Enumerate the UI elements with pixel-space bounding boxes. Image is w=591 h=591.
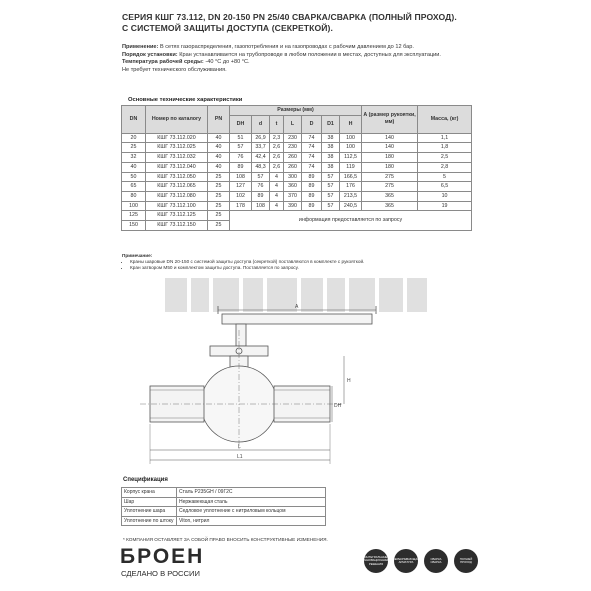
spec-part: Корпус крана — [122, 488, 177, 498]
table-cell: КШГ 73.112.080 — [146, 191, 208, 201]
table-cell: 40 — [122, 162, 146, 172]
table-cell: КШГ 73.112.020 — [146, 133, 208, 143]
table-cell: 89 — [252, 191, 270, 201]
badge-icon: СВАРКА СВАРКА — [424, 549, 448, 573]
table-cell: 213,5 — [340, 191, 362, 201]
table-cell: КШГ 73.112.100 — [146, 201, 208, 211]
table-cell: 57 — [322, 201, 340, 211]
table-cell: 89 — [302, 182, 322, 192]
table-cell: 100 — [340, 133, 362, 143]
table-cell: КШГ 73.112.025 — [146, 143, 208, 153]
table-cell: КШГ 73.112.150 — [146, 221, 208, 231]
notes-block — [122, 253, 472, 271]
specs-header-row-1 — [122, 106, 472, 116]
table-row — [122, 143, 472, 153]
temp-paragraph — [122, 59, 472, 67]
valve-drawing — [130, 300, 470, 470]
badge-icon: ИНТЕГРАЛЬНЫЕ ИННОВАЦИОННЫЕ РЕШЕНИЯ — [364, 549, 388, 573]
table-row — [122, 211, 472, 221]
table-cell: 25 — [208, 172, 230, 182]
spec-row — [122, 507, 326, 517]
table-cell: 119 — [340, 162, 362, 172]
table-cell: 2,5 — [418, 153, 472, 163]
table-cell: 25 — [208, 182, 230, 192]
table-cell: 89 — [302, 191, 322, 201]
table-cell: 65 — [122, 182, 146, 192]
table-cell: 100 — [122, 201, 146, 211]
table-cell: 370 — [284, 191, 302, 201]
application-paragraph — [122, 44, 472, 52]
title-line-1: СЕРИЯ КШГ 73.112, DN 20-150 PN 25/40 СВАРКА/СВАРКА (ПОЛНЫЙ ПРОХОД). — [122, 12, 457, 22]
spec-material: Viton, нитрил — [177, 516, 326, 526]
table-cell: 38 — [322, 162, 340, 172]
table-cell: 100 — [340, 143, 362, 153]
table-cell: 108 — [230, 172, 252, 182]
table-cell: 40 — [208, 153, 230, 163]
table-cell: КШГ 73.112.040 — [146, 162, 208, 172]
table-cell: 2,6 — [270, 153, 284, 163]
spec-table-title: Спецификация — [123, 477, 168, 483]
table-cell: 74 — [302, 162, 322, 172]
install-label: Порядок установки: — [122, 51, 178, 58]
table-cell: 74 — [302, 143, 322, 153]
table-row — [122, 133, 472, 143]
note-item: • Краны шаровые DN 20-150 с системой защиты доступа (секреткой) поставляются в комплекте с рукояткой. — [130, 259, 472, 265]
specs-body — [122, 133, 472, 230]
spec-material: Нержавеющая сталь — [177, 497, 326, 507]
table-cell: 25 — [208, 201, 230, 211]
label-h: H — [347, 378, 351, 384]
table-cell: 10 — [418, 191, 472, 201]
header-dim-D: D — [302, 115, 322, 133]
table-cell: 166,5 — [340, 172, 362, 182]
table-cell: 275 — [362, 182, 418, 192]
table-cell: 390 — [284, 201, 302, 211]
table-cell: 26,9 — [252, 133, 270, 143]
table-row — [122, 201, 472, 211]
table-cell: 19 — [418, 201, 472, 211]
page-title — [122, 12, 502, 34]
table-cell: 40 — [208, 143, 230, 153]
table-cell: 80 — [122, 191, 146, 201]
table-cell: 230 — [284, 143, 302, 153]
table-cell: 4 — [270, 191, 284, 201]
specs-table — [121, 105, 472, 231]
table-cell: 125 — [122, 211, 146, 221]
table-cell: 2,6 — [270, 143, 284, 153]
note-item: • Кран затвором М50 и комплектом защиты доступа. Поставляется по запросу. — [130, 265, 472, 271]
maintenance-text: Не требует технического обслуживания. — [122, 66, 227, 73]
table-cell: 127 — [230, 182, 252, 192]
request-info-cell: информация предоставляется по запросу — [230, 211, 472, 230]
label-dh: DH — [334, 403, 342, 409]
temp-text: -40 °С до +80 °С. — [205, 59, 250, 66]
table-cell: 89 — [302, 201, 322, 211]
header-dim-d: d — [252, 115, 270, 133]
table-cell: 150 — [122, 221, 146, 231]
table-cell: 38 — [322, 133, 340, 143]
table-cell: 50 — [122, 172, 146, 182]
spec-row — [122, 516, 326, 526]
table-cell: 112,5 — [340, 153, 362, 163]
table-row — [122, 182, 472, 192]
brand-subtitle: СДЕЛАНО В РОССИИ — [121, 569, 200, 578]
table-cell: 300 — [284, 172, 302, 182]
label-l: L — [238, 444, 241, 450]
table-cell: 48,3 — [252, 162, 270, 172]
table-cell: 38 — [322, 153, 340, 163]
footnote: * КОМПАНИЯ ОСТАВЛЯЕТ ЗА СОБОЙ ПРАВО ВНОСИТЬ КОНСТРУКТИВНЫЕ ИЗМЕНЕНИЯ. — [123, 537, 328, 542]
table-cell: 25 — [208, 211, 230, 221]
header-dim-h: H — [340, 115, 362, 133]
spec-part: Уплотнение шара — [122, 507, 177, 517]
application-text: В сетях газораспределения, газопотребления и на газопроводах с рабочим давлением до 12 бар. — [159, 44, 414, 50]
table-cell: 230 — [284, 133, 302, 143]
application-label: Применение: — [122, 44, 159, 50]
table-cell: 180 — [362, 162, 418, 172]
table-cell: 260 — [284, 153, 302, 163]
table-cell: 2,6 — [270, 162, 284, 172]
spec-material: Сталь Р235GH / 09Г2С — [177, 488, 326, 498]
install-text: Кран устанавливается на трубопроводе в любом положении в местах, доступных для эксплуатации. — [179, 51, 441, 58]
notes-head: Примечание: — [122, 253, 153, 258]
table-cell: 102 — [230, 191, 252, 201]
table-row — [122, 153, 472, 163]
table-cell: 25 — [208, 191, 230, 201]
table-cell: 1,8 — [418, 143, 472, 153]
table-cell: 4 — [270, 201, 284, 211]
table-cell: 57 — [322, 182, 340, 192]
spec-row — [122, 488, 326, 498]
header-mass: Масса, (кг) — [418, 106, 472, 134]
header-dim-d1: D1 — [322, 115, 340, 133]
table-cell: 260 — [284, 162, 302, 172]
table-cell: 74 — [302, 153, 322, 163]
header-catalog: Номер по каталогу — [146, 106, 208, 134]
badge-icon: ПОЛНЫЙ ПРОХОД — [454, 549, 478, 573]
spec-table — [121, 487, 326, 526]
brand-logo: БРОЕН — [120, 545, 205, 568]
table-cell: КШГ 73.112.032 — [146, 153, 208, 163]
table-cell: КШГ 73.112.125 — [146, 211, 208, 221]
table-cell: 140 — [362, 133, 418, 143]
specs-section-title: Основные технические характеристики — [128, 97, 243, 103]
label-l1: L1 — [237, 454, 243, 460]
table-cell: 108 — [252, 201, 270, 211]
table-cell: 1,1 — [418, 133, 472, 143]
spec-row — [122, 497, 326, 507]
header-dim-dh: DH — [230, 115, 252, 133]
table-row — [122, 191, 472, 201]
title-line-2: С СИСТЕМОЙ ЗАЩИТЫ ДОСТУПА (СЕКРЕТКОЙ). — [122, 23, 334, 33]
table-cell: 89 — [302, 172, 322, 182]
table-cell: 2,3 — [270, 133, 284, 143]
table-cell: 42,4 — [252, 153, 270, 163]
table-cell: 178 — [230, 201, 252, 211]
table-cell: 74 — [302, 133, 322, 143]
table-cell: 89 — [230, 162, 252, 172]
table-cell: 360 — [284, 182, 302, 192]
table-cell: 57 — [322, 191, 340, 201]
table-cell: 25 — [122, 143, 146, 153]
table-cell: КШГ 73.112.065 — [146, 182, 208, 192]
table-cell: 5 — [418, 172, 472, 182]
spec-part: Шар — [122, 497, 177, 507]
badge-icon: ПЕРЕКРЫВАЮЩАЯ АРМАТУРА — [394, 549, 418, 573]
spec-material: Седловое уплотнение с нитриловым кольцом — [177, 507, 326, 517]
table-row — [122, 162, 472, 172]
table-cell: 2,8 — [418, 162, 472, 172]
header-dim-l: L — [284, 115, 302, 133]
header-dimensions: Размеры (мм) — [230, 106, 362, 116]
temp-label: Температура рабочей среды: — [122, 59, 204, 66]
table-cell: 57 — [322, 172, 340, 182]
header-dn: DN — [122, 106, 146, 134]
notes-list — [122, 259, 472, 271]
table-cell: 25 — [208, 221, 230, 231]
header-dim-t: t — [270, 115, 284, 133]
table-cell: 140 — [362, 143, 418, 153]
table-cell: 57 — [252, 172, 270, 182]
table-cell: 57 — [230, 143, 252, 153]
table-cell: 4 — [270, 182, 284, 192]
header-pn: PN — [208, 106, 230, 134]
table-cell: 32 — [122, 153, 146, 163]
table-cell: 20 — [122, 133, 146, 143]
table-cell: 4 — [270, 172, 284, 182]
header-a: А (размер рукоятки, мм) — [362, 106, 418, 134]
table-cell: 275 — [362, 172, 418, 182]
table-cell: 40 — [208, 133, 230, 143]
label-a: A — [295, 304, 299, 310]
table-cell: 365 — [362, 191, 418, 201]
spec-part: Уплотнение по штоку — [122, 516, 177, 526]
table-cell: 33,7 — [252, 143, 270, 153]
table-cell: 365 — [362, 201, 418, 211]
table-cell: 180 — [362, 153, 418, 163]
table-cell: 240,5 — [340, 201, 362, 211]
intro-block — [122, 44, 472, 74]
table-cell: 38 — [322, 143, 340, 153]
table-cell: 176 — [340, 182, 362, 192]
table-cell: КШГ 73.112.050 — [146, 172, 208, 182]
table-row — [122, 172, 472, 182]
table-cell: 51 — [230, 133, 252, 143]
table-cell: 40 — [208, 162, 230, 172]
table-cell: 76 — [252, 182, 270, 192]
table-cell: 76 — [230, 153, 252, 163]
badges — [364, 549, 478, 573]
table-cell: 6,5 — [418, 182, 472, 192]
